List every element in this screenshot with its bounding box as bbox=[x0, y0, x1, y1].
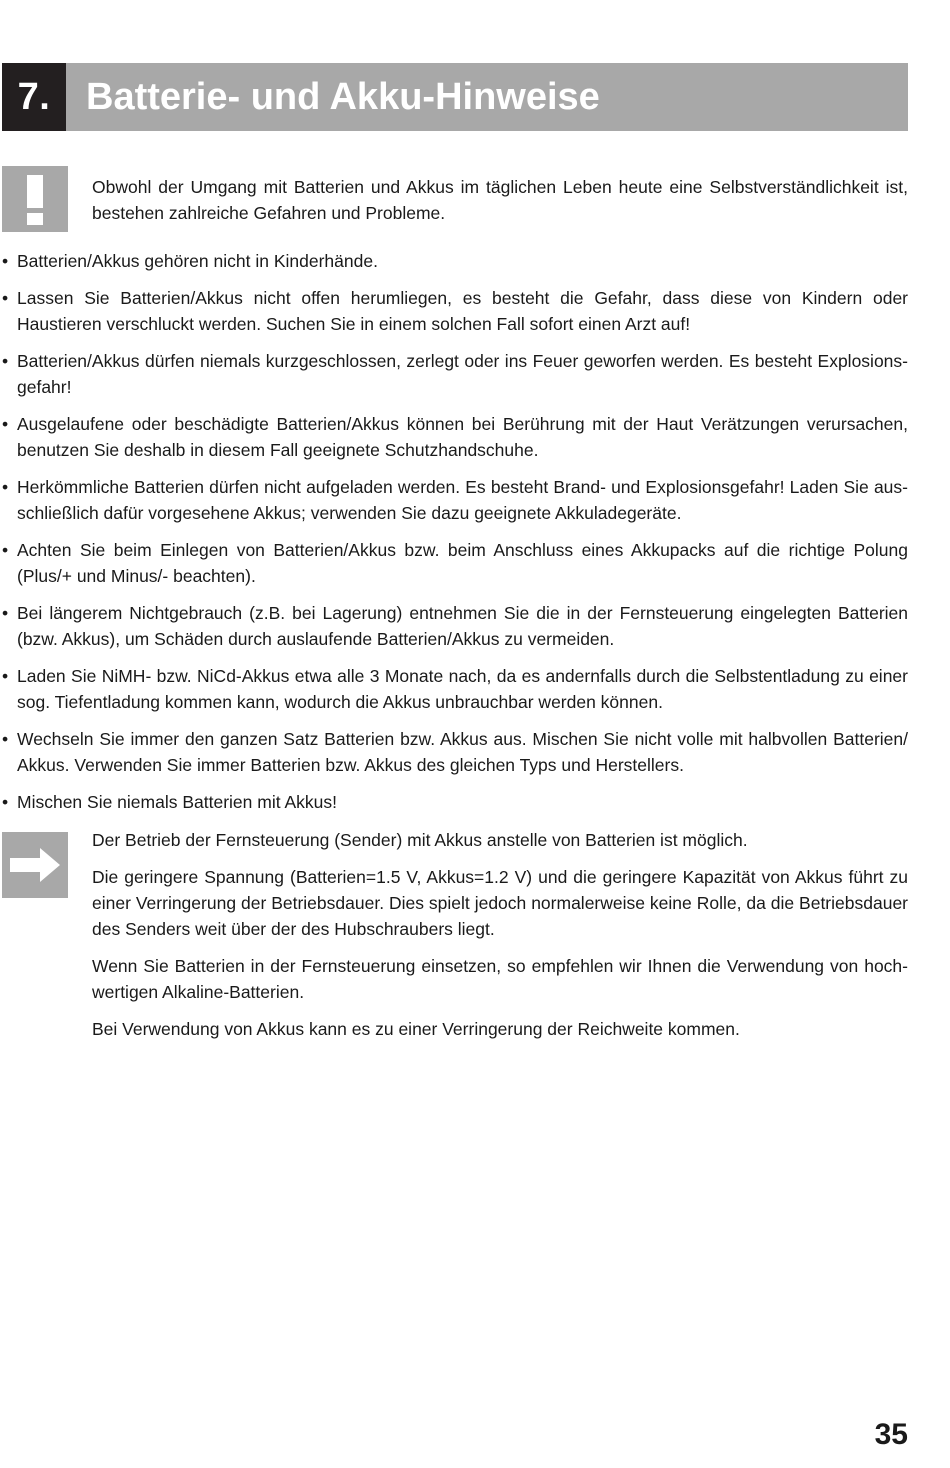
exclamation-icon bbox=[2, 166, 68, 232]
note-paragraph: Die geringere Spannung (Batterien=1.5 V, Akkus=1.2 V) und die geringere Kapazität von Akkus führt zu einer Verringerung der Betriebsdauer. Dies spielt jedoch normalerweise keine Rolle, da die Betriebsdauer des Senders weit über der des Hubschraubers liegt. bbox=[92, 867, 908, 939]
bullet-item: • Wechseln Sie immer den ganzen Satz Batterien bzw. Akkus aus. Mischen Sie nicht volle mit halbvollen Batterien/ Akkus. Verwenden Sie immer Batterien bzw. Akkus des gleichen Typs und Herstellers. bbox=[2, 726, 908, 778]
arrow-right-icon bbox=[2, 832, 68, 898]
page-number: 35 bbox=[874, 1418, 908, 1451]
bullet-item: • Batterien/Akkus dürfen niemals kurzgeschlossen, zerlegt oder ins Feuer geworfen werden. Es besteht Explosionsgefahr! bbox=[2, 348, 908, 400]
safety-bullet-list bbox=[2, 248, 908, 826]
bullet-item: • Batterien/Akkus gehören nicht in Kinderhände. bbox=[2, 248, 908, 274]
section-title: Batterie- und Akku-Hinweise bbox=[66, 63, 908, 131]
bullet-item: • Bei längerem Nichtgebrauch (z.B. bei Lagerung) entnehmen Sie die in der Fernsteuerung eingelegten Batterien (bzw. Akkus), um Schäden durch auslaufende Batterien/Akkus zu vermeiden. bbox=[2, 600, 908, 652]
bullet-item: • Ausgelaufene oder beschädigte Batterien/Akkus können bei Berührung mit der Haut Verätzungen verursachen, benutzen Sie deshalb in diesem Fall geeignete Schutzhandschuhe. bbox=[2, 411, 908, 463]
section-header bbox=[2, 63, 908, 131]
bullet-item: • Laden Sie NiMH- bzw. NiCd-Akkus etwa alle 3 Monate nach, da es andernfalls durch die Selbstentladung zu einer sog. Tiefentladung kommen kann, wodurch die Akkus unbrauchbar werden können. bbox=[2, 663, 908, 715]
section-number: 7. bbox=[2, 63, 66, 131]
note-paragraph: Der Betrieb der Fernsteuerung (Sender) mit Akkus anstelle von Batterien ist möglich. bbox=[92, 830, 748, 850]
bullet-item: • Lassen Sie Batterien/Akkus nicht offen herumliegen, es besteht die Gefahr, dass diese von Kindern oder Haustieren verschluckt werden. Suchen Sie in einem solchen Fall sofort einen Arzt auf! bbox=[2, 285, 908, 337]
bullet-item: • Achten Sie beim Einlegen von Batterien/Akkus bzw. beim Anschluss eines Akkupacks auf die richtige Polung (Plus/+ und Minus/- beachten). bbox=[2, 537, 908, 589]
bullet-item: • Mischen Sie niemals Batterien mit Akkus! bbox=[2, 789, 908, 815]
note-paragraph: Wenn Sie Batterien in der Fernsteuerung einsetzen, so empfehlen wir Ihnen die Verwendung von hochwertigen Alkaline-Batterien. bbox=[92, 956, 908, 1002]
bullet-item: • Herkömmliche Batterien dürfen nicht aufgeladen werden. Es besteht Brand- und Explosionsgefahr! Laden Sie ausschließlich dafür vorgesehene Akkus; verwenden Sie dazu geeignete Akkuladegeräte. bbox=[2, 474, 908, 526]
note-paragraph: Bei Verwendung von Akkus kann es zu einer Verringerung der Reichweite kommen. bbox=[92, 1019, 740, 1039]
notes-block bbox=[92, 827, 908, 1053]
intro-paragraph: Obwohl der Umgang mit Batterien und Akkus im täglichen Leben heute eine Selbstverständlichkeit ist, bestehen zahlreiche Gefahren und Probleme. bbox=[92, 177, 908, 223]
